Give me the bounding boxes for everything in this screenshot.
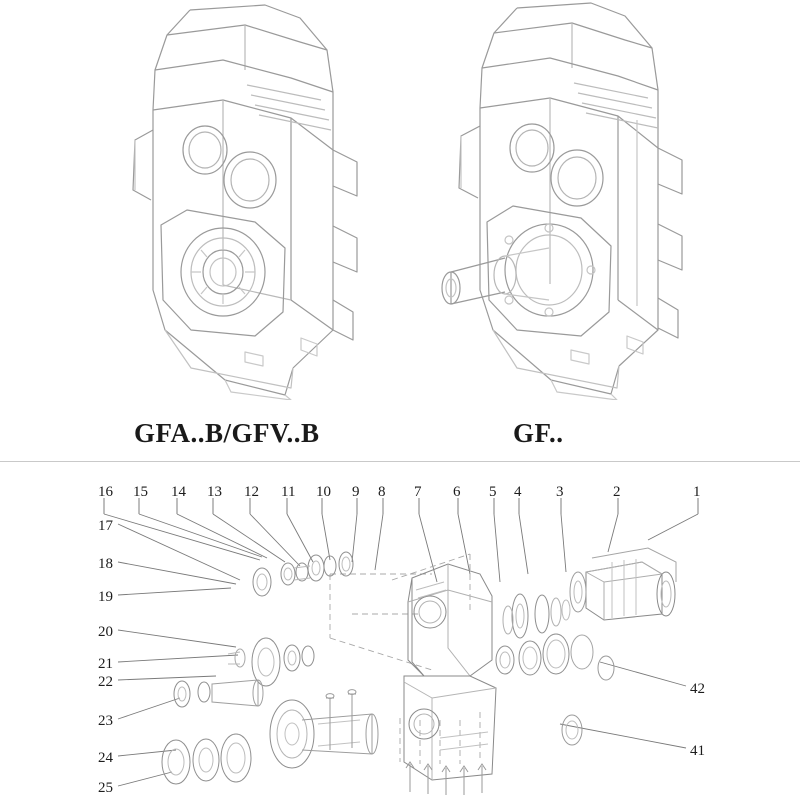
callout-1: 1: [693, 484, 701, 500]
callout-22: 22: [98, 674, 113, 690]
callout-16: 16: [98, 484, 113, 500]
callout-18: 18: [98, 556, 113, 572]
callout-8: 8: [378, 484, 386, 500]
callout-21: 21: [98, 656, 113, 672]
callout-19: 19: [98, 589, 113, 605]
exploded-parts-section: [0, 462, 800, 800]
callout-15: 15: [133, 484, 148, 500]
caption-right: GF..: [513, 418, 564, 448]
exploded-assembly-drawing: [0, 462, 800, 800]
gearbox-outline-gfab-gfvb: [95, 0, 395, 400]
callout-24: 24: [98, 750, 113, 766]
caption-left: GFA..B/GFV..B: [134, 418, 320, 448]
callout-6: 6: [453, 484, 461, 500]
callout-5: 5: [489, 484, 497, 500]
callout-23: 23: [98, 713, 113, 729]
callout-3: 3: [556, 484, 564, 500]
callout-12: 12: [244, 484, 259, 500]
callout-4: 4: [514, 484, 522, 500]
callout-14: 14: [171, 484, 186, 500]
callout-42: 42: [690, 681, 705, 697]
callout-20: 20: [98, 624, 113, 640]
callout-10: 10: [316, 484, 331, 500]
gearbox-outline-gf: [405, 0, 715, 400]
callout-25: 25: [98, 780, 113, 796]
callout-17: 17: [98, 518, 113, 534]
callout-13: 13: [207, 484, 222, 500]
callout-9: 9: [352, 484, 360, 500]
callout-7: 7: [414, 484, 422, 500]
callout-11: 11: [281, 484, 296, 500]
callout-41: 41: [690, 743, 705, 759]
callout-2: 2: [613, 484, 621, 500]
